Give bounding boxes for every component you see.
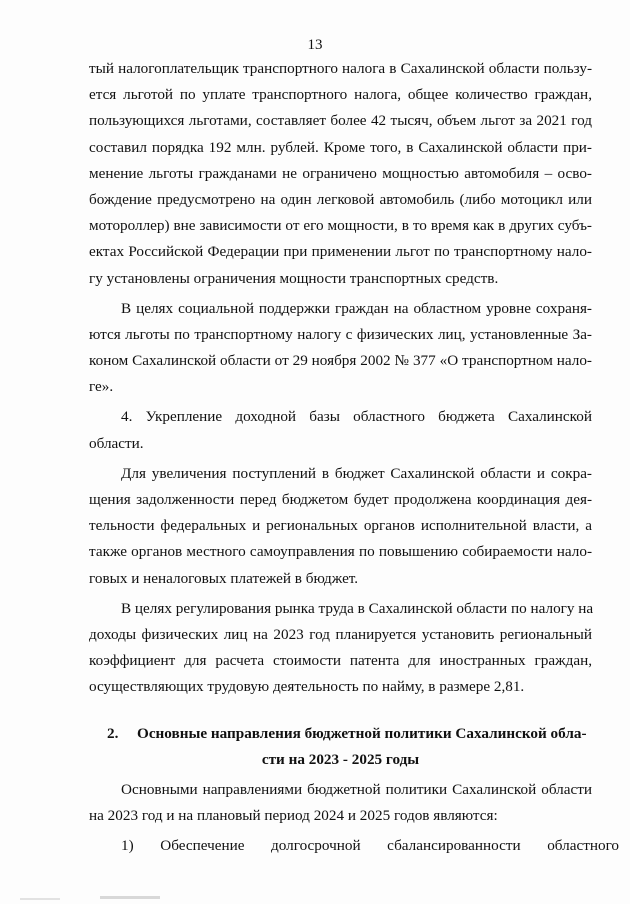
text-line: Для увеличения поступлений в бюджет Сахалинской области и сокра- (121, 464, 592, 482)
text-line: 4. Укрепление доходной базы областного бюджета Сахалинской (121, 408, 592, 426)
text-line: составил порядка 192 млн. рублей. Кроме того, в Сахалинской области при- (89, 138, 592, 156)
paragraph-main-directions (89, 777, 592, 829)
text-line: коэффициент для расчета стоимости патента для иностранных граждан, (89, 652, 592, 670)
text-line: 1) Обеспечение долгосрочной сбалансированности областного (121, 837, 620, 855)
text-line: на 2023 год и на плановый период 2024 и 2025 годов являются: (89, 807, 498, 825)
text-line: ются льготы по транспортному налогу с физических лиц, установленные За- (89, 325, 592, 343)
section-heading (89, 721, 592, 773)
text-line: осуществляющих трудовую деятельность по найму, в размере 2,81. (89, 678, 525, 696)
text-line: области. (89, 434, 144, 452)
scan-artifact (20, 898, 60, 900)
text-line: также органов местного самоуправления по повышению собираемости нало- (89, 543, 592, 561)
text-line: ектах Российской Федерации при применении льгот по транспортному нало- (89, 243, 592, 261)
text-line: тый налогоплательщик транспортного налога в Сахалинской области пользу- (89, 60, 592, 77)
section-title-line1: Основные направления бюджетной политики Сахалинской обла- (137, 724, 587, 742)
page-number: 13 (307, 37, 323, 53)
text-line: пользующихся льготами, составляет более 42 тысяч, объем льгот за 2021 год (89, 112, 592, 130)
paragraph-revenue-coordination (89, 461, 592, 592)
paragraph-item-1 (89, 833, 620, 859)
paragraph-item-4 (89, 404, 592, 456)
text-line: менение льготы гражданами не ограничено мощностью автомобиля – осво- (89, 164, 592, 182)
text-line: говых и неналоговых платежей в бюджет. (89, 569, 359, 587)
text-line: доходы физических лиц на 2023 год планируется установить региональный (89, 625, 592, 643)
section-title-line2: сти на 2023 - 2025 годы (261, 750, 420, 768)
scan-artifact (100, 896, 160, 899)
text-line: В целях социальной поддержки граждан на областном уровне сохраня- (121, 299, 592, 317)
document-body (89, 56, 620, 859)
text-line: ге». (89, 378, 114, 396)
text-line: мотороллер) вне зависимости от его мощности, в то время как в других субъ- (89, 217, 592, 235)
text-line: коном Сахалинской области от 29 ноября 2002 № 377 «О транспортном нало- (89, 352, 592, 370)
section-number: 2. (107, 724, 119, 742)
paragraph-labor-market (89, 596, 592, 701)
text-line: Основными направлениями бюджетной политики Сахалинской области (121, 780, 592, 798)
text-line: бождение предусмотрено на один легковой автомобиль (либо мотоцикл или (89, 190, 592, 208)
paragraph-transport-tax-benefits (89, 56, 592, 292)
text-line: гу установлены ограничения мощности транспортных средств. (89, 269, 499, 287)
paragraph-social-support (89, 296, 592, 401)
text-line: тельности федеральных и региональных органов исполнительной власти, а (89, 517, 592, 535)
text-line: В целях регулирования рынка труда в Сахалинской области по налогу на (121, 599, 594, 617)
text-line: щения задолженности перед бюджетом будет продолжена координация дея- (89, 491, 592, 508)
text-line: ется льготой по уплате транспортного налога, общее количество граждан, (89, 86, 592, 104)
